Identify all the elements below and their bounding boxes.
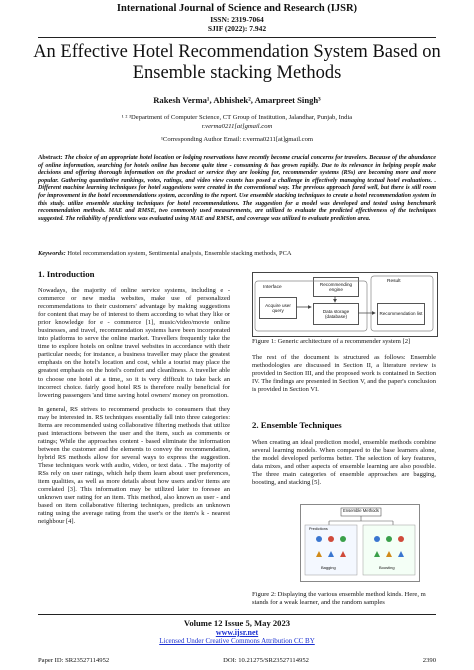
paper-id: Paper ID: SR23527114952: [38, 657, 110, 664]
header-rule: [38, 37, 436, 38]
keywords-text: Hotel recommendation system, Sentimental analysis, Ensemble stacking methods, PCA: [67, 250, 292, 257]
footer-rule: [38, 614, 436, 615]
journal-name: International Journal of Science and Research (IJSR): [116, 3, 358, 14]
section-2-text: [252, 439, 436, 493]
intro-paragraph-1: Nowadays, the majority of online service systems, including e - commerce or new media websites, make use of personalized recommendations to their customers' advantage by making suggestions for content that may be of interest to them according to what they like or prior knowledge for e - commerce [1], music/video/movie online businesses, and travel, recommendation systems have been incorporated into platforms to serve the online market. Travellers frequently take the time to explore hotels on online travel websites in accordance with their particular needs; for instance, a business traveller may place the greatest emphasis on the hotel's location and cost, while a tourist may place the greatest emphasis on the hotel's comfort and cleanliness. A traveller able to choose one hotel at a time,, so it is very difficult to take back an incorrect choice. fairly good hotel RS is therefore really beneficial for lowering passengers 'and time saving hotel owners' money on promotion.: [38, 287, 230, 399]
fig2-drawing: [301, 505, 419, 581]
affiliation-email: r.verma0211[at]gmail.com: [201, 123, 273, 130]
fig2-predictions-label: Predictions: [309, 527, 328, 531]
keywords-label: Keywords:: [38, 250, 66, 257]
footer: [0, 618, 474, 645]
fig2-top-label: Ensemble Methods: [343, 508, 379, 513]
fig2-boosting-label: Boosting: [379, 565, 395, 570]
doi: DOI: 10.21275/SR23527114952: [223, 657, 309, 664]
fig1-list-box: Recommendation list: [377, 303, 425, 325]
structure-paragraph: The rest of the document is structured as follows: Ensemble methodologies are discussed in Section II, a literature review is provided in Section III, and the proposed work is contained in Section IV. The findings are presented in Section V, and the paper's conclusion is provided in Section VI.: [252, 354, 436, 394]
figure-2-caption: Figure 2: Displaying the various ensemble method kinds. Here, m stands for a weak learner, and the random samples: [252, 591, 426, 606]
fig1-acquire-box: Acquire user query: [259, 297, 297, 319]
figure-1-caption: Figure 1: Generic architecture of a recommender system [2]: [252, 338, 411, 345]
section-2-heading: 2. Ensemble Techniques: [252, 420, 342, 430]
journal-header: [0, 3, 474, 33]
fig2-bagging-label: Bagging: [321, 565, 336, 570]
authors: Rakesh Verma¹, Abhishek², Amarpreet Singh³: [153, 95, 321, 105]
corresponding-author: ¹Corresponding Author Email: r.verma0211[at]gmail.com: [160, 136, 314, 143]
volume-issue: Volume 12 Issue 5, May 2023: [183, 618, 291, 628]
figure-1-diagram: [252, 272, 438, 337]
intro-paragraph-2: In general, RS strives to recommend products to consumers that they may be interested in. RS techniques essentially fall into three categories: Items are recommended using collaborative filtering methods that utilize past interactions between the user and the item, such as comments or ratings; While the approaches content - based eliminate the information between the customer and the elements to convey the recommendation, hybrid RS methods allow for several ways to express the suggestion. These techniques work with audio, video, or text data. . The majority of RSs rely on user ratings, which help them learn about user preferences, item qualities, as well as more details about how users and/or items are correlated [3]. This information may be utilized later to foresee an unknown user rating for an item. This method, also known as user - and based on item collaborative filtering techniques, predicts an unknown rating using the average rating from the user's or the item's k - nearest neighbour [4].: [38, 405, 230, 526]
license-link[interactable]: Licensed Under Creative Commons Attribution CC BY: [159, 637, 315, 645]
section-1-heading: 1. Introduction: [38, 269, 95, 279]
fig1-arrows: [253, 273, 437, 336]
left-column: [38, 287, 230, 532]
right-column-text: [252, 354, 436, 400]
fig1-result-label: Result: [387, 279, 401, 284]
abstract-text: The choice of an appropriate hotel location or lodging reservations have recently become crucial concerns for travelers. Because of the abundance of online information, searching for hotels online has become quite time - consuming & has grown rapidly. Due to its relevance in helping people make decisions and offering thorough information on the product or service they are looking for, recommender systems (RSs) are becoming more and more popular. Gathering quantitative rankings, votes, ratings, and video view counts has posed a challenge in effectively managing textual hotel evaluations. . Different machine learning techniques for hotel suggestions were created in the conventional way. The previous approach fared well, but there is still room for improvement in the hotel recommendations system, according to the report. Use ensemble stacking techniques to create a hotel recommendation system in this study. utilize ensemble stacking techniques for hotel recommendations. The suggestion for a model was developed and tested using benchmark recommendation methods. MAE and RMSE, two commonly used measurements, are utilized to evaluate the predicted effectiveness of the techniques suggested. The reliability of predictions was evaluated using MAE and RMSE, and coverage was utilized to evaluate prediction area.: [38, 155, 436, 222]
affiliation-line: ¹ ² ³Department of Computer Science, CT Group of Institution, Jalandhar, Punjab, India: [121, 114, 353, 121]
abstract-label: Abstract:: [38, 155, 63, 161]
abstract: [38, 155, 436, 223]
sjif: SJIF (2022): 7.942: [207, 24, 267, 33]
figure-2-diagram: [300, 504, 420, 582]
keywords: [38, 250, 436, 258]
affiliations: [0, 113, 474, 144]
footer-ids: [38, 657, 436, 664]
fig1-engine-box: Recommending engine: [313, 277, 359, 297]
journal-site-link[interactable]: www.ijsr.net: [215, 628, 259, 637]
page-number: 2390: [422, 657, 436, 664]
issn: ISSN: 2319-7064: [210, 15, 264, 24]
fig1-interface-label: Interface: [263, 285, 282, 290]
ensemble-paragraph: When creating an ideal prediction model, ensemble methods combine several learning models. When compared to the base learners alone, the model developed performs better. The selection of key features, data mixes, and other aspects of ensemble learning are also possible. The three main categories of ensemble approaches are bagging, boosting, and stacking [5].: [252, 439, 436, 487]
fig1-storage-box: Data storage (database): [313, 303, 359, 325]
paper-title: An Effective Hotel Recommendation System Based on Ensemble stacking Methods: [33, 42, 441, 83]
